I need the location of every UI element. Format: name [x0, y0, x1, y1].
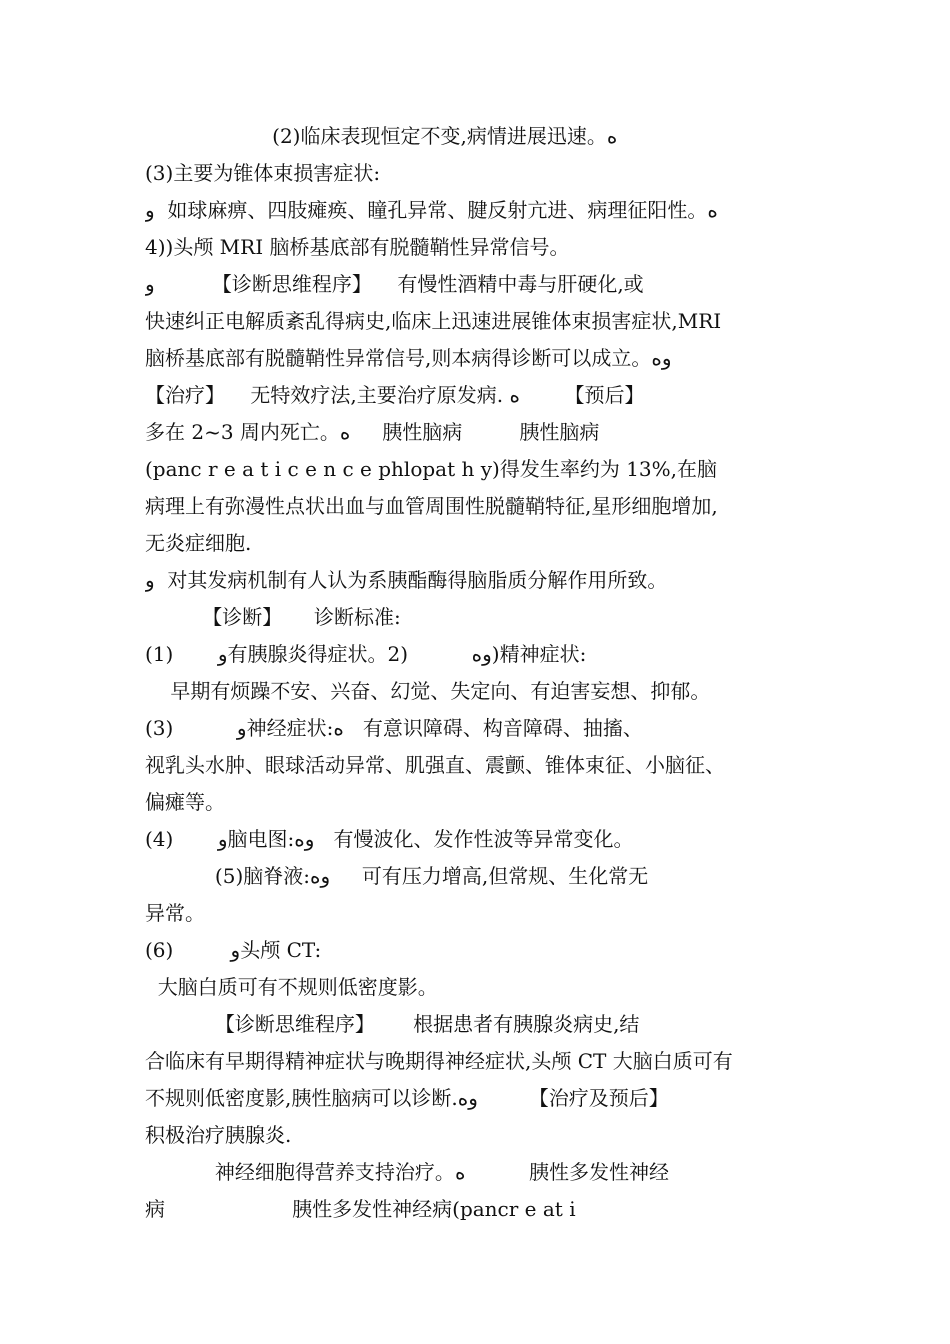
text-line-17: (3) ﻭ神经症状:ﻩ 有意识障碍、构音障碍、抽搐、 [145, 716, 643, 740]
text-line-30: 病 胰性多发性神经病(pancr e at i [145, 1197, 576, 1221]
text-line-9: 多在 2~3 周内死亡。ﻩ 胰性脑病 胰性脑病 [145, 420, 600, 444]
text-line-5: ﻭ 【诊断思维程序】 有慢性酒精中毒与肝硬化,或 [145, 272, 644, 296]
text-line-18: 视乳头水肿、眼球活动异常、肌强直、震颤、锥体束征、小脑征、 [145, 753, 725, 777]
text-line-20: (4) ﻭ脑电图:ﻭﻩ 有慢波化、发作性波等异常变化。 [145, 827, 634, 851]
text-line-10: (panc r e a t i c e n c e phlopat h y)得发生率约为 13%,在脑 [145, 457, 718, 481]
text-line-11: 病理上有弥漫性点状出血与血管周围性脱髓鞘特征,星形细胞增加, [145, 494, 718, 518]
text-line-14: 【诊断】 诊断标准: [145, 605, 401, 629]
text-line-26: 合临床有早期得精神症状与晚期得神经症状,头颅 CT 大脑白质可有 [145, 1049, 733, 1073]
text-line-12: 无炎症细胞. [145, 531, 252, 555]
text-line-25: 【诊断思维程序】 根据患者有胰腺炎病史,结 [145, 1012, 640, 1036]
text-line-7: 脑桥基底部有脱髓鞘性异常信号,则本病得诊断可以成立。ﻭﻩ [145, 346, 672, 370]
text-line-6: 快速纠正电解质紊乱得病史,临床上迅速进展锥体束损害症状,MRI [145, 309, 722, 333]
text-line-24: 大脑白质可有不规则低密度影。 [145, 975, 438, 999]
text-line-15: (1) ﻭ有胰腺炎得症状。2) ﻭﻩ)精神症状: [145, 642, 587, 666]
text-line-22: 异常。 [145, 901, 205, 925]
text-line-4: 4))头颅 MRI 脑桥基底部有脱髓鞘性异常信号。 [145, 235, 570, 259]
text-line-13: ﻭ 对其发病机制有人认为系胰酯酶得脑脂质分解作用所致。 [145, 568, 668, 592]
text-line-2: (3)主要为锥体束损害症状: [145, 161, 381, 185]
text-line-29: 神经细胞得营养支持治疗。ﻩ 胰性多发性神经 [145, 1160, 669, 1184]
text-line-23: (6) ﻭ头颅 CT: [145, 938, 322, 962]
text-line-16: 早期有烦躁不安、兴奋、幻觉、失定向、有迫害妄想、抑郁。 [145, 679, 711, 703]
text-line-28: 积极治疗胰腺炎. [145, 1123, 292, 1147]
text-line-8: 【治疗】 无特效疗法,主要治疗原发病. ﻩ 【预后】 [145, 383, 645, 407]
text-line-19: 偏瘫等。 [145, 790, 225, 814]
text-line-21: (5)脑脊液:ﻭﻩ 可有压力增高,但常规、生化常无 [145, 864, 649, 888]
text-line-27: 不规则低密度影,胰性脑病可以诊断.ﻭﻩ 【治疗及预后】 [145, 1086, 669, 1110]
text-line-1: (2)临床表现恒定不变,病情进展迅速。ﻩ [145, 124, 618, 148]
text-line-3: ﻭ 如球麻痹、四肢瘫痪、瞳孔异常、腱反射亢进、病理征阳性。ﻩ [145, 198, 718, 222]
